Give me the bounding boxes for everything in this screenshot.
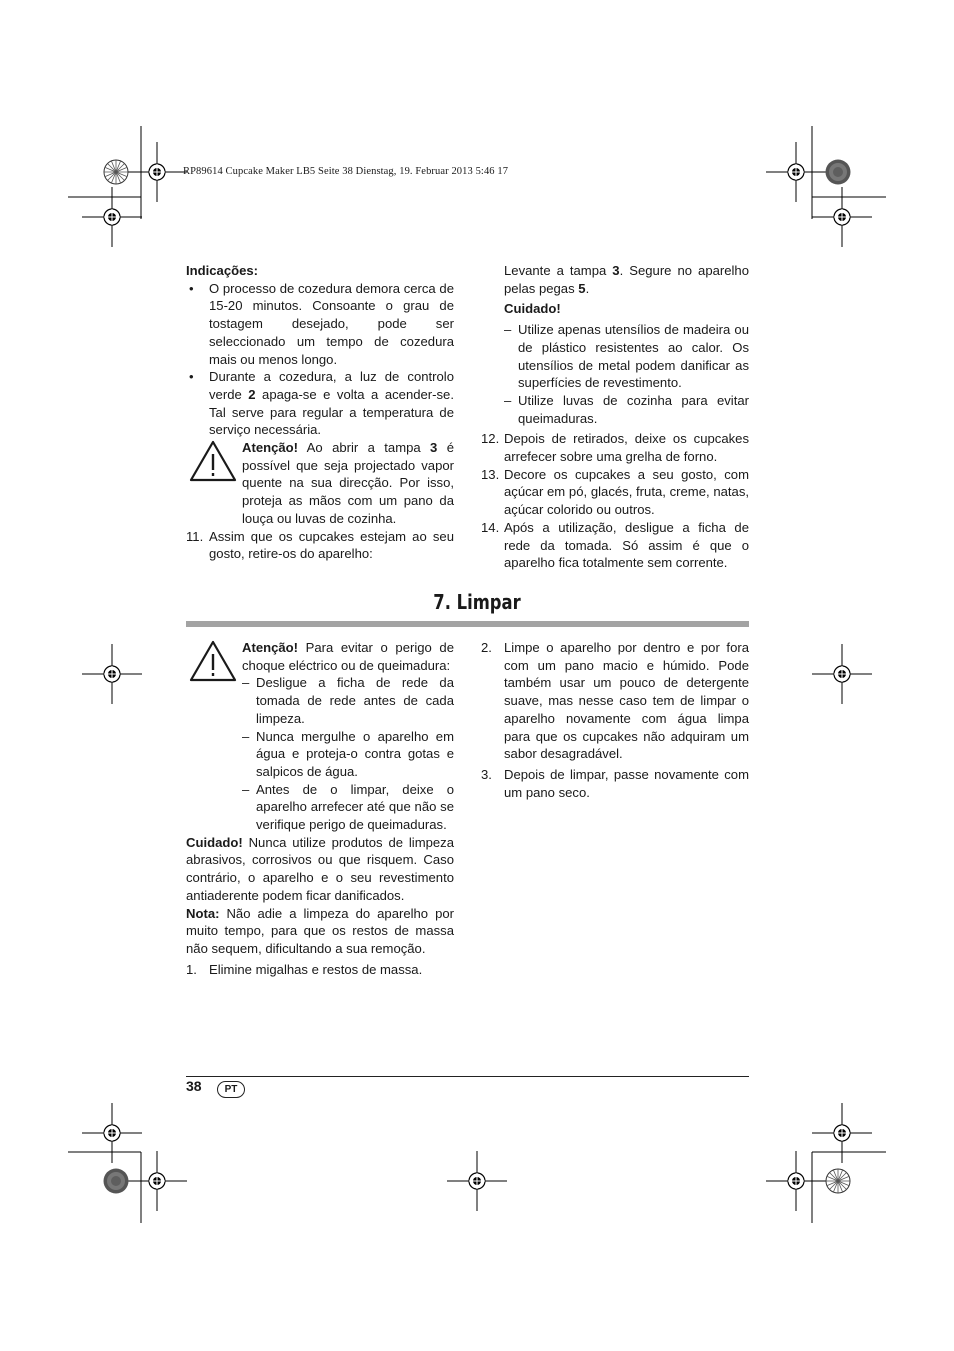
- list-item: [481, 430, 749, 465]
- section-title: 7. Limpar: [433, 590, 521, 614]
- step-text: Depois de limpar, passe novamente com um pano seco.: [504, 766, 749, 800]
- step-text: Depois de retirados, deixe os cupcakes arrefecer sobre uma grelha de forno.: [504, 431, 749, 465]
- step-number: 13.: [481, 466, 500, 482]
- warning-triangle-icon: [188, 439, 238, 483]
- warning-text: Atenção! Ao abrir a tampa 3 é possível que seja projectado vapor quente na sua direcção. Por isso, proteja as mãos com um pano da louça ou luvas de cozinha.: [242, 440, 454, 526]
- list-item: [186, 528, 454, 563]
- step-text: Limpe o aparelho por dentro e por fora com um pano macio e húmido. Pode também usar um pouco de detergente suave, mas nesse caso tem de limpar o aparelho novamente com água limpa para que os cupcakes não adquiram um sabor desagradável.: [504, 640, 749, 762]
- caution-paragraph: Cuidado! Nunca utilize produtos de limpeza abrasivos, corrosivos ou que risquem. Caso contrário, o aparelho e o seu revestimento antiaderente podem ficar danificados.: [186, 834, 454, 903]
- list-item: [504, 392, 749, 427]
- list-item: [242, 781, 454, 834]
- dash-text: Nunca mergulhe o aparelho em água e proteja-o contra gotas e salpicos de água.: [256, 728, 454, 779]
- dash-text: Desligue a ficha de rede da tomada de rede antes de cada limpeza.: [256, 675, 454, 726]
- list-item: [481, 519, 749, 572]
- step-text: Após a utilização, desligue a ficha de rede da tomada. Só assim é que o aparelho fica totalmente sem corrente.: [504, 519, 749, 571]
- language-badge: PT: [217, 1081, 245, 1098]
- list-item: [481, 466, 749, 519]
- warning-block: [186, 439, 454, 528]
- caution-label: Cuidado!: [504, 301, 561, 317]
- warning-text: Atenção! Para evitar o perigo de choque eléctrico ou de queimadura:: [242, 640, 454, 673]
- top-left-column: [186, 262, 454, 563]
- list-item: [186, 961, 454, 979]
- step-number: 3.: [481, 766, 492, 782]
- dash-icon: –: [242, 675, 250, 691]
- top-right-column: [481, 262, 749, 572]
- step-text: Assim que os cupcakes estejam ao seu gosto, retire-os do aparelho:: [209, 528, 454, 562]
- note-paragraph: Nota: Não adie a limpeza do aparelho por muito tempo, para que os restos de massa não sequem, dificultando a sua remoção.: [186, 905, 454, 956]
- print-slug-line: RP89614 Cupcake Maker LB5 Seite 38 Dienstag, 19. Februar 2013 5:46 17: [183, 166, 509, 177]
- bullet-text: Durante a cozedura, a luz de controlo verde 2 apaga-se e volta a acender-se. Tal serve para regular a temperatura de serviço necessária.: [209, 369, 454, 438]
- list-item: [186, 368, 454, 439]
- dash-icon: –: [242, 781, 250, 797]
- caution-list: [481, 321, 749, 427]
- bullet-icon: •: [189, 369, 194, 385]
- dash-icon: –: [504, 322, 512, 338]
- bullet-icon: •: [189, 280, 194, 296]
- warning-block: [186, 639, 454, 834]
- dash-text: Utilize luvas de cozinha para evitar queimaduras.: [518, 392, 749, 426]
- indicacoes-heading: Indicações:: [186, 263, 259, 278]
- list-item: [481, 766, 749, 801]
- page-number: 38: [186, 1078, 202, 1094]
- dash-icon: –: [504, 392, 512, 408]
- step-text: Elimine migalhas e restos de massa.: [209, 961, 423, 977]
- step-number: 11.: [186, 528, 204, 544]
- warning-triangle-icon: [188, 639, 238, 683]
- bottom-left-column: [186, 639, 454, 978]
- dash-text: Antes de o limpar, deixe o aparelho arrefecer até que não se verifique perigo de queimaduras.: [256, 781, 454, 833]
- bottom-right-column: [481, 639, 749, 801]
- list-item: [242, 728, 454, 781]
- dash-icon: –: [242, 728, 250, 744]
- continuation-text: Levante a tampa 3. Segure no aparelho pelas pegas 5.: [504, 263, 749, 296]
- step-number: 12.: [481, 431, 500, 447]
- list-item: [504, 321, 749, 392]
- list-item: [481, 639, 749, 763]
- bullet-text: O processo de cozedura demora cerca de 15-20 minutos. Consoante o grau de tostagem desejado, pode ser seleccionado um tempo de cozedura mais ou menos longo.: [209, 280, 454, 367]
- step-text: Decore os cupcakes a seu gosto, com açúcar em pó, glacés, fruta, creme, natas, açúcar colorido ou outros.: [504, 466, 749, 518]
- step-number: 14.: [481, 519, 500, 535]
- list-item: [186, 280, 454, 369]
- dash-text: Utilize apenas utensílios de madeira ou de plástico resistentes ao calor. Os utensílios de metal podem danificar as superfícies de revestimento.: [518, 322, 749, 391]
- section-divider: [186, 621, 749, 627]
- step-number: 1.: [186, 961, 197, 977]
- step-number: 2.: [481, 640, 492, 655]
- list-item: [242, 674, 454, 727]
- footer-rule: [186, 1076, 749, 1077]
